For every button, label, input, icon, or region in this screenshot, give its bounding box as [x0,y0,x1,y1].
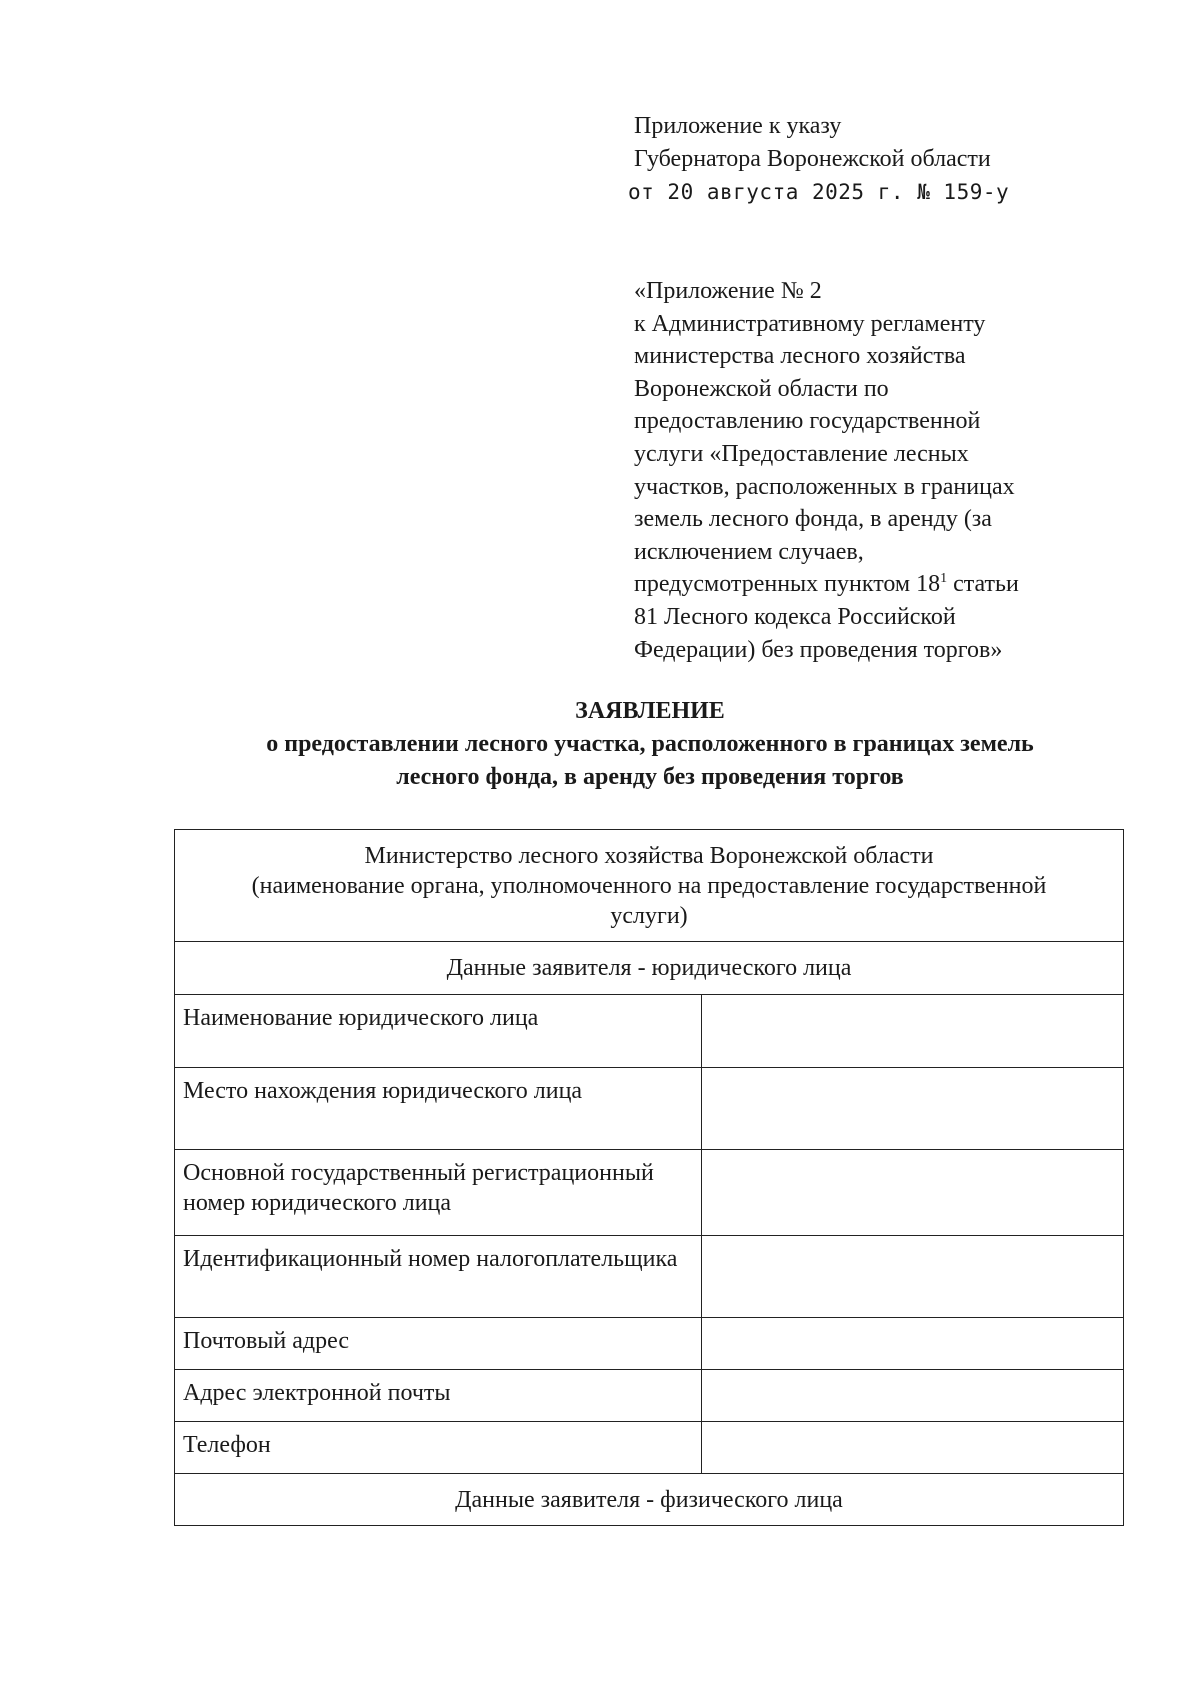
field-label: Место нахождения юридического лица [175,1068,702,1150]
annex-block-line: услуги «Предоставление лесных [634,440,969,467]
title-main: ЗАЯВЛЕНИЕ [575,698,725,724]
annex-block-line: предоставлению государственной [634,408,981,435]
annex-header-line: Приложение к указу [634,113,842,139]
legal-entity-address-field[interactable] [701,1068,1123,1150]
annex-block-text: статьи [947,571,1019,598]
inn-field[interactable] [701,1236,1123,1318]
annex-block-line: исключением случаев, [634,538,864,565]
field-label: Идентификационный номер налогоплательщика [175,1236,702,1318]
annex-block-line: 81 Лесного кодекса Российской [634,603,956,630]
authority-name: Министерство лесного хозяйства Воронежской области [364,842,934,869]
annex-block-line: Воронежской области по [634,375,889,402]
authority-cell [175,830,1124,942]
annex-block-line: земель лесного фонда, в аренду (за [634,506,992,533]
authority-caption: (наименование органа, уполномоченного на предоставление государственной [251,872,1047,899]
annex-block-line: Федерации) без проведения торгов» [634,636,1003,663]
annex-block-line: министерства лесного хозяйства [634,343,966,370]
annex-block-text: предусмотренных пунктом 18 [634,571,941,598]
decree-annex-header [628,110,1084,209]
annex-block-line: к Административному регламенту [634,310,986,337]
field-label: Телефон [175,1422,702,1474]
field-label: Основной государственный регистрационный номер юридического лица [175,1150,702,1236]
document-title [120,695,1180,794]
superscript-one: 1 [940,571,948,587]
section-header-legal-entity: Данные заявителя - юридического лица [175,942,1124,995]
annex-header-line: Губернатора Воронежской области [634,146,991,172]
section-header-individual: Данные заявителя - физического лица [175,1474,1124,1526]
legal-entity-name-field[interactable] [701,995,1123,1068]
field-label: Наименование юридического лица [175,995,702,1068]
authority-caption: услуги) [610,902,688,929]
annex-block-line [634,568,1104,601]
annex-block-line: участков, расположенных в границах [634,473,1015,500]
field-label: Адрес электронной почты [175,1370,702,1422]
decree-date-number: от 20 августа 2025 г. № 159-у [628,180,1010,204]
email-field[interactable] [701,1370,1123,1422]
field-label: Почтовый адрес [175,1318,702,1370]
ogrn-field[interactable] [701,1150,1123,1236]
postal-address-field[interactable] [701,1318,1123,1370]
title-subtitle: о предоставлении лесного участка, расположенного в границах земель [266,731,1034,757]
application-form-table [174,829,1124,1526]
regulation-annex-header [634,275,1104,666]
annex-block-line: «Приложение № 2 [634,278,822,304]
title-subtitle: лесного фонда, в аренду без проведения торгов [396,764,904,790]
phone-field[interactable] [701,1422,1123,1474]
